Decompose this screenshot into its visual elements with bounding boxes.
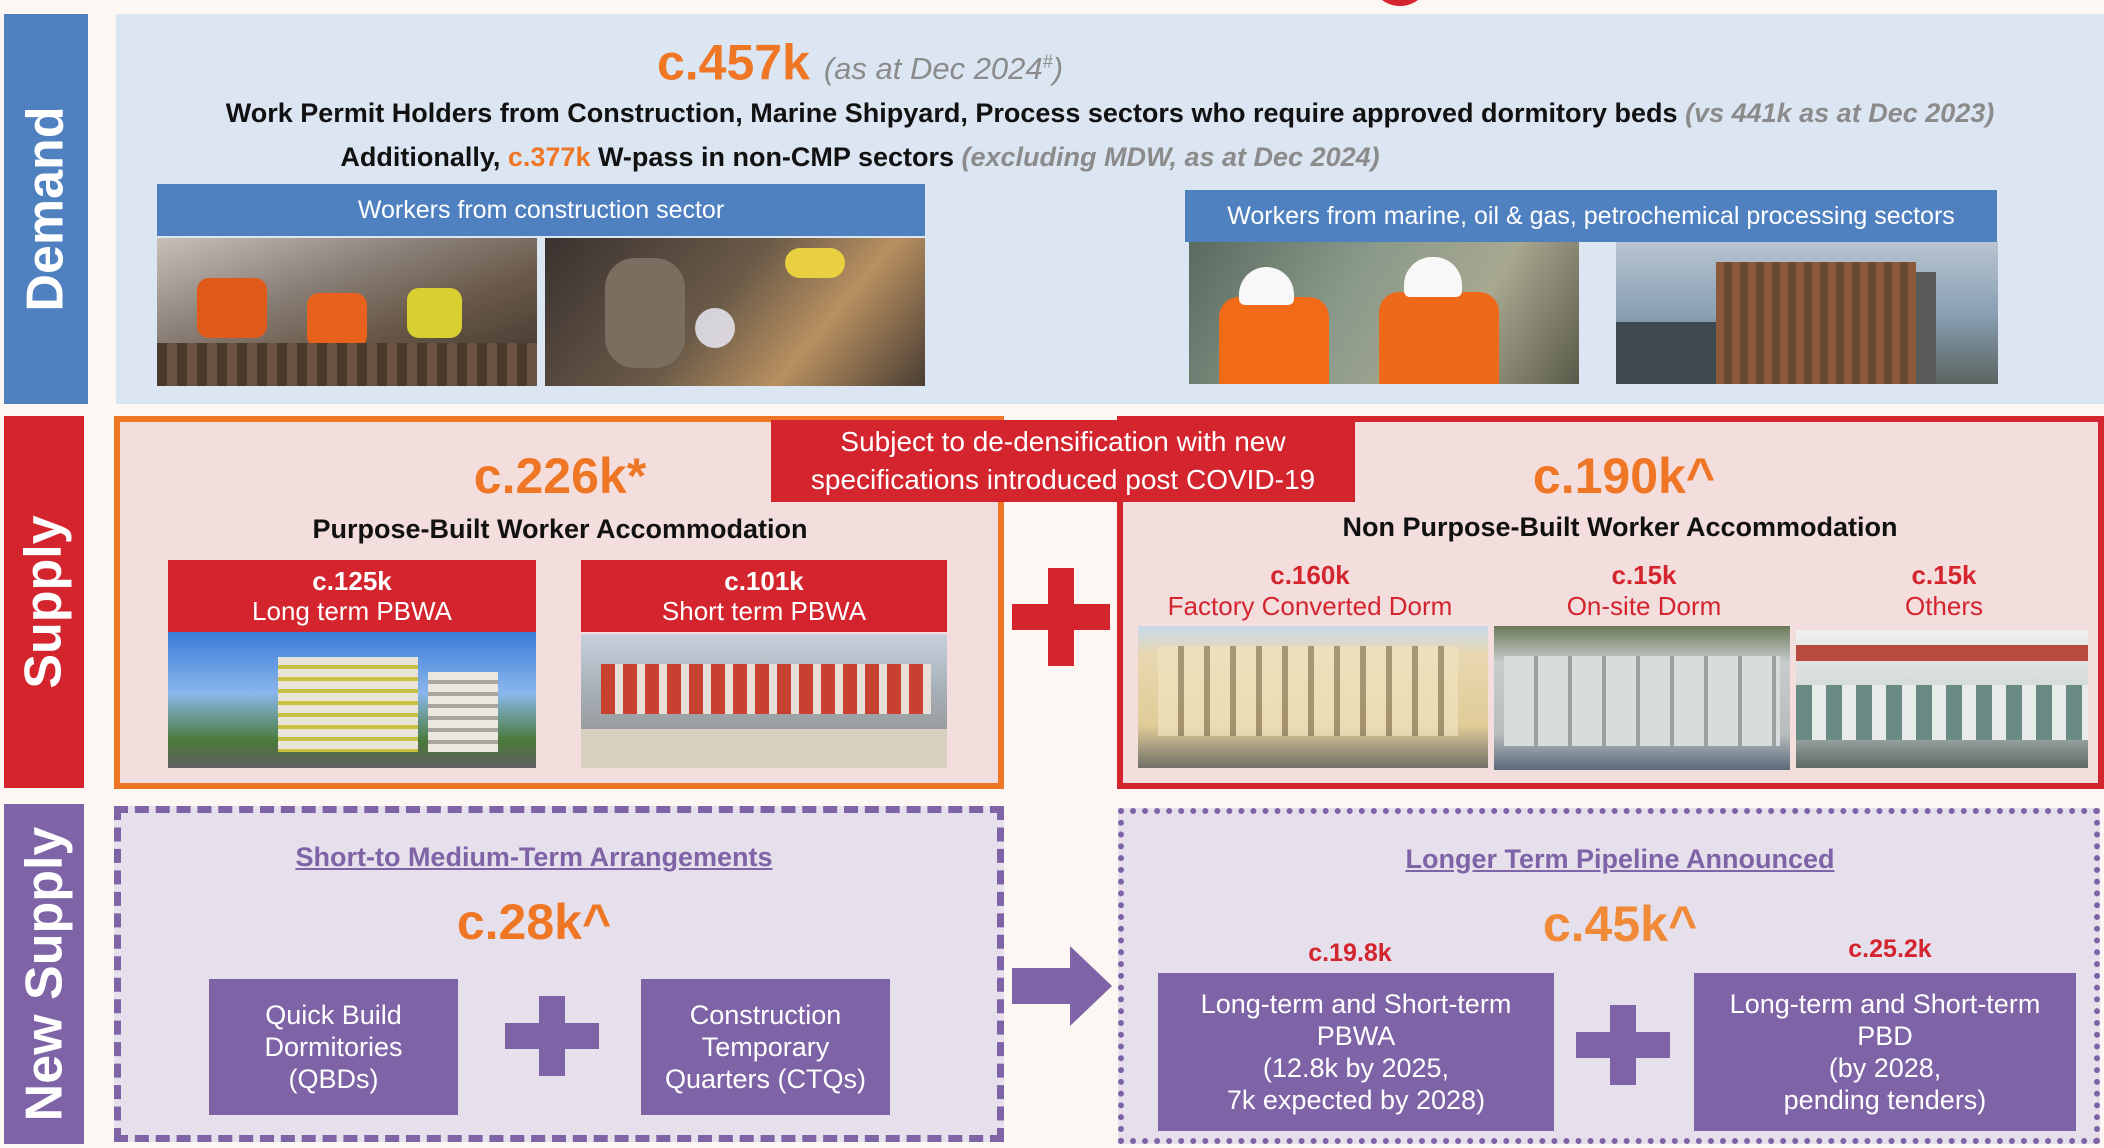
pipeline-pbd-line-3: (by 2028, — [1828, 1053, 1942, 1083]
qbd-box — [209, 979, 458, 1115]
others-label: Others — [1904, 591, 1984, 621]
onsite-dorm-value: c.15k — [1611, 560, 1677, 590]
factory-dorm-photo — [1138, 626, 1488, 768]
long-term-pbwa-photo — [168, 632, 536, 768]
demand-line-1 — [116, 96, 2104, 130]
factory-dorm-label-group — [1140, 560, 1480, 622]
callout-line-1: Subject to de-densification with new — [840, 426, 1286, 457]
demand-line-2-value: c.377k — [507, 142, 591, 172]
factory-dorm-value: c.160k — [1270, 560, 1350, 590]
demand-headline-note-mark: # — [1042, 52, 1053, 72]
others-label-group — [1800, 560, 2088, 622]
pipeline-pbd-line-2: PBD — [1857, 1021, 1913, 1051]
short-medium-term-header: Short-to Medium-Term Arrangements — [295, 842, 773, 872]
onsite-dorm-label: On-site Dorm — [1566, 591, 1722, 621]
short-term-pbwa-value: c.101k — [724, 566, 804, 596]
short-term-pbwa-label: Short term PBWA — [661, 596, 867, 626]
qbd-line-3: (QBDs) — [288, 1064, 379, 1094]
demand-headline-value: c.457k — [656, 34, 810, 91]
new-supply-side-label: New Supply — [4, 804, 84, 1144]
ctq-line-3: Quarters (CTQs) — [664, 1064, 866, 1094]
short-term-pbwa-photo — [581, 634, 947, 768]
ctq-box — [641, 979, 890, 1115]
demand-line-2 — [116, 140, 1604, 174]
demand-headline-note-prefix: (as at Dec 2024 — [823, 51, 1043, 87]
pipeline-pbd-box — [1694, 973, 2076, 1131]
qbd-line-2: Dormitories — [264, 1032, 403, 1062]
demand-line-2-note: (excluding MDW, as at Dec 2024) — [961, 142, 1380, 172]
pipeline-pbd-line-4: pending tenders) — [1783, 1085, 1987, 1115]
pbwa-value: c.226k* — [473, 448, 647, 504]
arrow-right-icon — [1012, 946, 1112, 1026]
pipeline-pbd-line-1: Long-term and Short-term — [1729, 989, 2041, 1019]
ctq-line-1: Construction — [689, 1000, 842, 1030]
marine-header-label: Workers from marine, oil & gas, petrochemical processing sectors — [1227, 201, 1955, 230]
non-pbwa-value: c.190k^ — [1532, 448, 1716, 504]
plus-icon — [505, 996, 599, 1076]
short-medium-term-value: c.28k^ — [456, 894, 612, 950]
pipeline-pbd-value: c.25.2k — [1848, 935, 1932, 963]
construction-photo-2 — [545, 238, 925, 386]
plus-icon — [1012, 568, 1110, 666]
pipeline-pbwa-value: c.19.8k — [1308, 939, 1392, 967]
factory-dorm-label: Factory Converted Dorm — [1167, 591, 1453, 621]
short-term-pbwa-header — [581, 560, 947, 632]
demand-headline-note-suffix: ) — [1052, 51, 1064, 87]
onsite-dorm-label-group — [1494, 560, 1794, 622]
marine-photo-2 — [1616, 242, 1998, 384]
demand-line-1-note: (vs 441k as at Dec 2023) — [1685, 98, 1995, 128]
onsite-dorm-photo — [1494, 626, 1790, 770]
pbwa-title: Purpose-Built Worker Accommodation — [312, 514, 808, 544]
marine-photo-1 — [1189, 242, 1579, 384]
decorative-arc — [1370, 0, 1430, 6]
longer-term-value: c.45k^ — [1542, 896, 1698, 952]
others-photo — [1796, 630, 2088, 768]
demand-line-2-main: W-pass in non-CMP sectors — [597, 142, 954, 172]
qbd-line-1: Quick Build — [265, 1000, 402, 1030]
others-value: c.15k — [1911, 560, 1977, 590]
construction-header-label: Workers from construction sector — [357, 195, 725, 224]
non-pbwa-title: Non Purpose-Built Worker Accommodation — [1342, 512, 1898, 542]
construction-header — [157, 184, 925, 236]
pipeline-pbwa-line-2: PBWA — [1316, 1021, 1396, 1051]
plus-icon — [1576, 1005, 1670, 1085]
marine-header — [1185, 190, 1997, 242]
longer-term-header: Longer Term Pipeline Announced — [1405, 844, 1835, 874]
long-term-pbwa-label: Long term PBWA — [252, 596, 452, 626]
long-term-pbwa-header — [168, 560, 536, 632]
pipeline-pbwa-box — [1158, 973, 1554, 1131]
construction-photo-1 — [157, 238, 537, 386]
demand-line-2-prefix: Additionally, — [340, 142, 501, 172]
callout-line-2: specifications introduced post COVID-19 — [810, 464, 1316, 495]
long-term-pbwa-value: c.125k — [312, 566, 392, 596]
ctq-line-2: Temporary — [701, 1032, 830, 1062]
supply-side-label: Supply — [4, 416, 84, 788]
pipeline-pbwa-line-4: 7k expected by 2028) — [1226, 1085, 1486, 1115]
de-densification-callout — [771, 420, 1355, 502]
demand-side-label: Demand — [4, 14, 88, 404]
pipeline-pbwa-line-1: Long-term and Short-term — [1200, 989, 1512, 1019]
demand-line-1-main: Work Permit Holders from Construction, Marine Shipyard, Process sectors who require approved dormitory beds — [225, 98, 1678, 128]
pipeline-pbwa-line-3: (12.8k by 2025, — [1262, 1053, 1450, 1083]
demand-headline — [116, 34, 1604, 97]
